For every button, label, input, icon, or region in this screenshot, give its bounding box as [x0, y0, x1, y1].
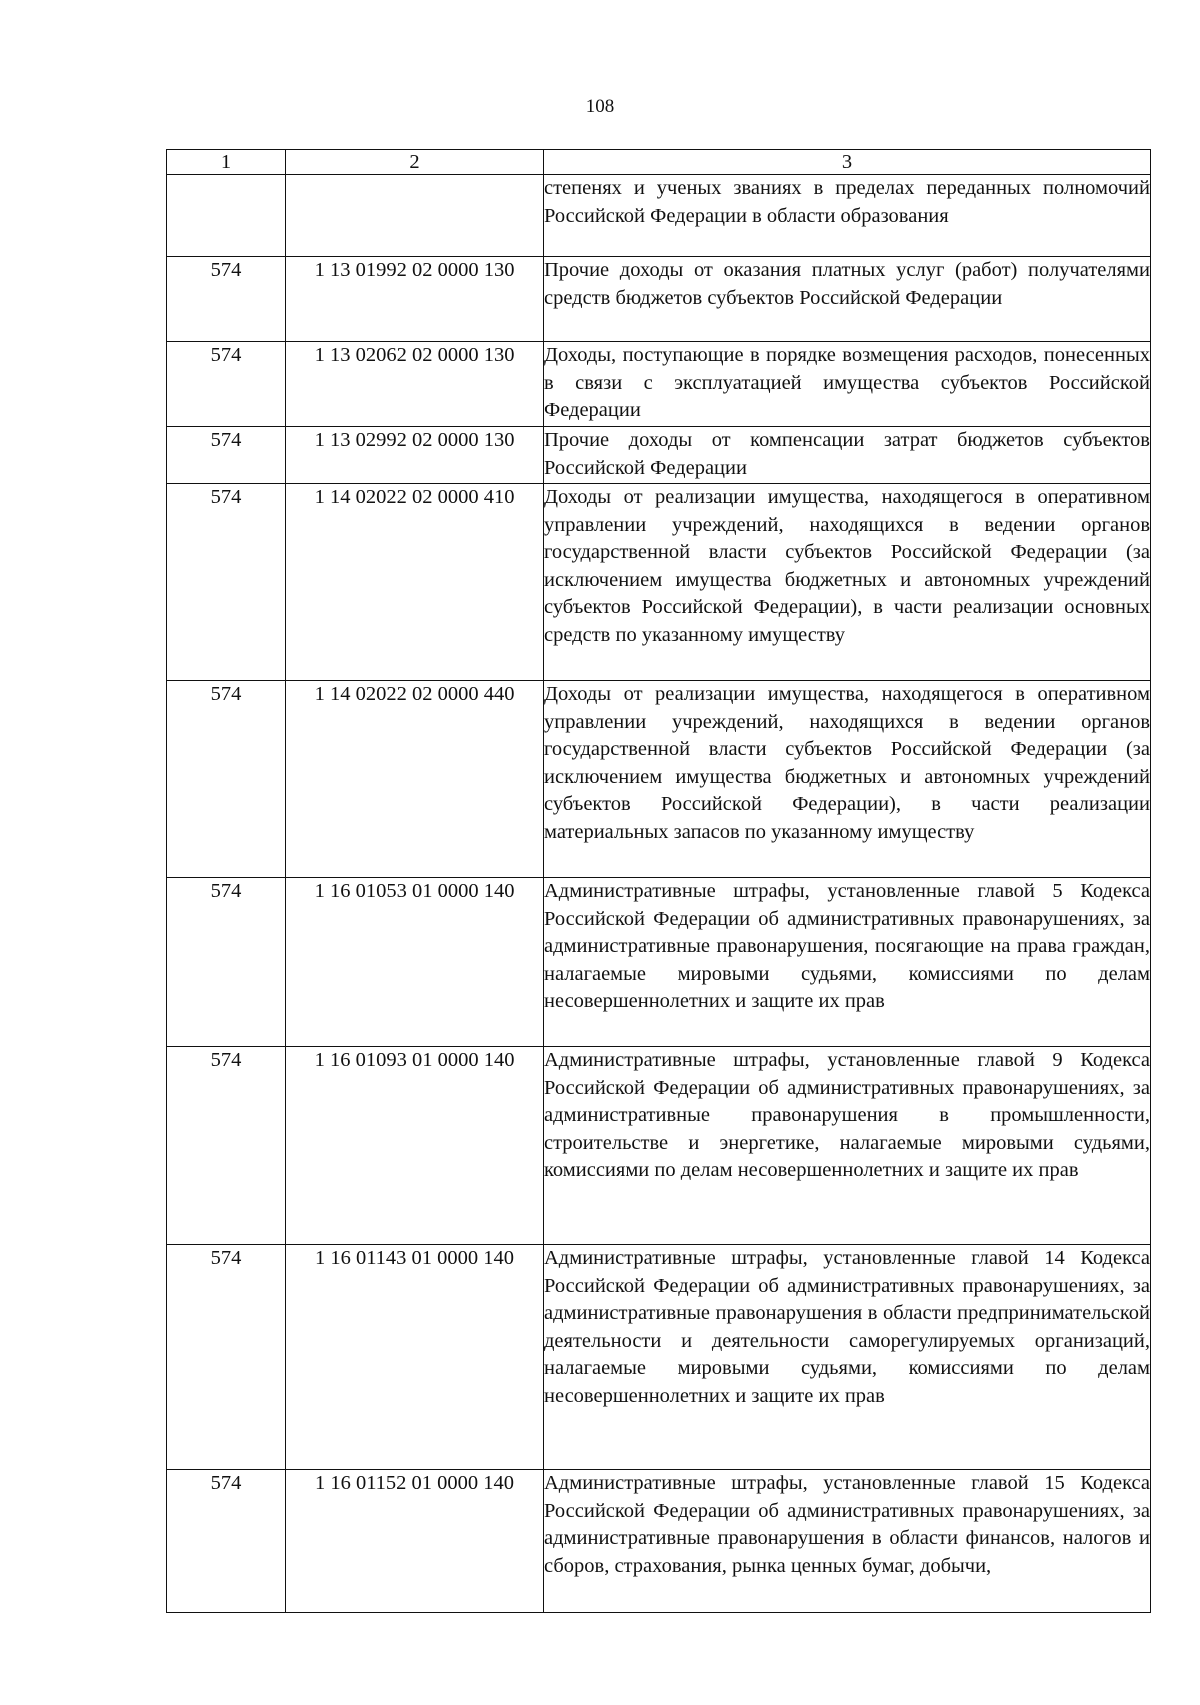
classification-code-cell: 1 13 02062 02 0000 130 — [286, 342, 544, 427]
table-row — [167, 1245, 1151, 1470]
description-cell: Административные штрафы, установленные главой 14 Кодекса Российской Федерации об административных правонарушениях, за административные правонарушения в области предпринимательской деятельности и деятельности саморегулируемых организаций, налагаемые мировыми судьями, комиссиями по делам несовершеннолетних и защите их прав — [544, 1245, 1151, 1470]
table-row — [167, 427, 1151, 484]
description-cell: Доходы от реализации имущества, находящегося в оперативном управлении учреждений, находящихся в ведении органов государственной власти субъектов Российской Федерации (за исключением имущества бюджетных и автономных учреждений субъектов Российской Федерации), в части реализации материальных запасов по указанному имуществу — [544, 681, 1151, 878]
classification-code-cell: 1 16 01093 01 0000 140 — [286, 1047, 544, 1245]
revenue-codes-table — [166, 149, 1151, 1613]
table-row — [167, 1047, 1151, 1245]
admin-code-cell: 574 — [167, 1047, 286, 1245]
description-cell: Административные штрафы, установленные главой 9 Кодекса Российской Федерации об административных правонарушениях, за административные правонарушения в промышленности, строительстве и энергетике, налагаемые мировыми судьями, комиссиями по делам несовершеннолетних и защите их прав — [544, 1047, 1151, 1245]
admin-code-cell: 574 — [167, 681, 286, 878]
description-cell: Доходы, поступающие в порядке возмещения расходов, понесенных в связи с эксплуатацией имущества субъектов Российской Федерации — [544, 342, 1151, 427]
table-row — [167, 175, 1151, 257]
admin-code-cell: 574 — [167, 427, 286, 484]
description-cell: Доходы от реализации имущества, находящегося в оперативном управлении учреждений, находящихся в ведении органов государственной власти субъектов Российской Федерации (за исключением имущества бюджетных и автономных учреждений субъектов Российской Федерации), в части реализации основных средств по указанному имуществу — [544, 484, 1151, 681]
classification-code-cell: 1 14 02022 02 0000 410 — [286, 484, 544, 681]
description-cell: Прочие доходы от компенсации затрат бюджетов субъектов Российской Федерации — [544, 427, 1151, 484]
admin-code-cell: 574 — [167, 484, 286, 681]
column-header: 2 — [286, 150, 544, 175]
admin-code-cell — [167, 175, 286, 257]
admin-code-cell: 574 — [167, 1470, 286, 1613]
classification-code-cell: 1 14 02022 02 0000 440 — [286, 681, 544, 878]
admin-code-cell: 574 — [167, 257, 286, 342]
column-header: 3 — [544, 150, 1151, 175]
admin-code-cell: 574 — [167, 878, 286, 1047]
classification-code-cell: 1 16 01152 01 0000 140 — [286, 1470, 544, 1613]
classification-code-cell: 1 13 02992 02 0000 130 — [286, 427, 544, 484]
column-header: 1 — [167, 150, 286, 175]
classification-code-cell: 1 13 01992 02 0000 130 — [286, 257, 544, 342]
page-number: 108 — [585, 96, 615, 117]
admin-code-cell: 574 — [167, 342, 286, 427]
classification-code-cell: 1 16 01053 01 0000 140 — [286, 878, 544, 1047]
classification-code-cell: 1 16 01143 01 0000 140 — [286, 1245, 544, 1470]
admin-code-cell: 574 — [167, 1245, 286, 1470]
classification-code-cell — [286, 175, 544, 257]
table-row — [167, 1470, 1151, 1613]
table-row — [167, 257, 1151, 342]
table-header-row — [167, 150, 1151, 175]
description-cell: степенях и ученых званиях в пределах переданных полномочий Российской Федерации в области образования — [544, 175, 1151, 257]
table-row — [167, 878, 1151, 1047]
table-row — [167, 342, 1151, 427]
table-row — [167, 484, 1151, 681]
description-cell: Административные штрафы, установленные главой 15 Кодекса Российской Федерации об административных правонарушениях, за административные правонарушения в области финансов, налогов и сборов, страхования, рынка ценных бумаг, добычи, — [544, 1470, 1151, 1613]
description-cell: Административные штрафы, установленные главой 5 Кодекса Российской Федерации об административных правонарушениях, за административные правонарушения, посягающие на права граждан, налагаемые мировыми судьями, комиссиями по делам несовершеннолетних и защите их прав — [544, 878, 1151, 1047]
table-row — [167, 681, 1151, 878]
description-cell: Прочие доходы от оказания платных услуг (работ) получателями средств бюджетов субъектов Российской Федерации — [544, 257, 1151, 342]
